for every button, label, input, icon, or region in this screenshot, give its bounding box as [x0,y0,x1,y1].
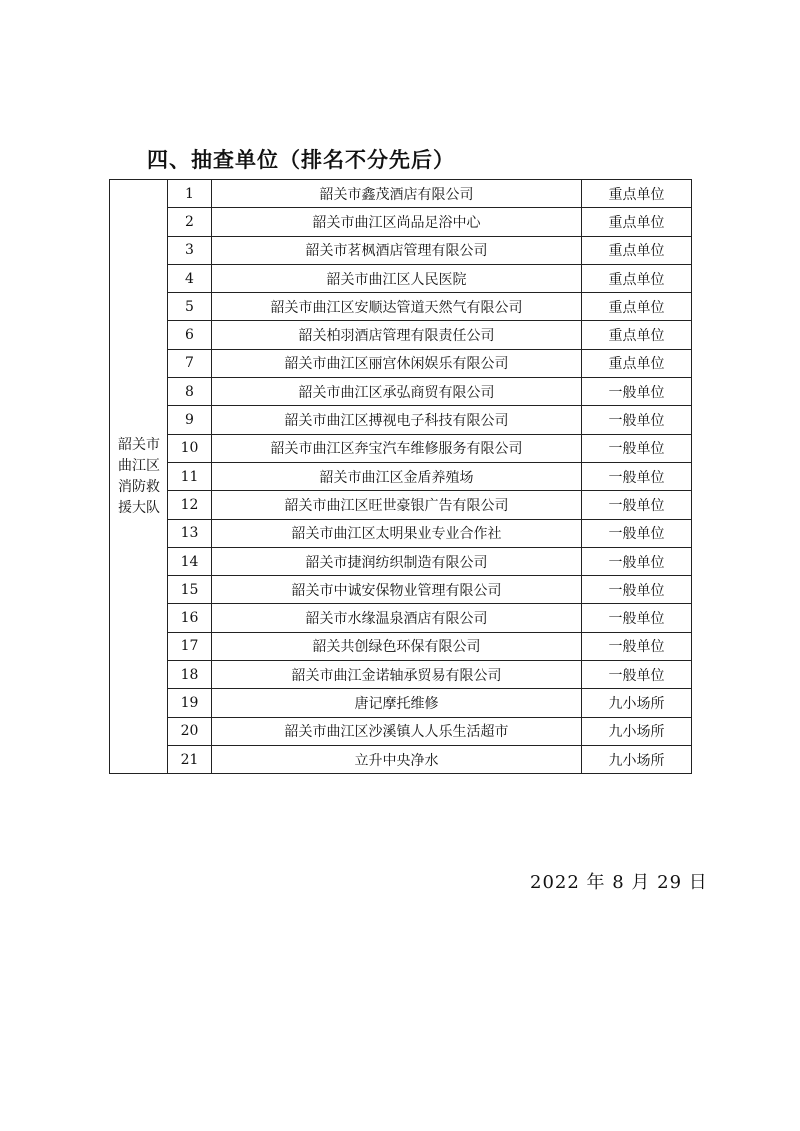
row-number: 8 [168,378,212,406]
unit-type: 一般单位 [582,462,692,490]
unit-name: 韶关市捷润纺织制造有限公司 [212,547,582,575]
table-row [110,236,692,264]
unit-type: 重点单位 [582,293,692,321]
table-row [110,349,692,377]
unit-name: 韶关市曲江区人民医院 [212,264,582,292]
unit-type: 九小场所 [582,717,692,745]
row-number: 18 [168,661,212,689]
unit-type: 九小场所 [582,745,692,773]
row-number: 11 [168,462,212,490]
unit-name: 韶关市鑫茂酒店有限公司 [212,180,582,208]
unit-name: 唐记摩托维修 [212,689,582,717]
unit-name: 韶关柏羽酒店管理有限责任公司 [212,321,582,349]
unit-name: 韶关市曲江区奔宝汽车维修服务有限公司 [212,434,582,462]
unit-name: 韶关市曲江区旺世豪银广告有限公司 [212,491,582,519]
table-row [110,321,692,349]
row-number: 10 [168,434,212,462]
unit-type: 重点单位 [582,236,692,264]
unit-type: 九小场所 [582,689,692,717]
unit-type: 一般单位 [582,378,692,406]
unit-type: 一般单位 [582,547,692,575]
table-row [110,519,692,547]
table-row [110,689,692,717]
unit-type: 一般单位 [582,519,692,547]
row-number: 20 [168,717,212,745]
table-row [110,661,692,689]
unit-type: 重点单位 [582,349,692,377]
table-row [110,462,692,490]
unit-name: 韶关市茗枫酒店管理有限公司 [212,236,582,264]
row-number: 2 [168,208,212,236]
unit-type: 一般单位 [582,661,692,689]
table-row [110,293,692,321]
unit-type: 一般单位 [582,604,692,632]
document-date: 2022 年 8 月 29 日 [530,872,708,893]
row-number: 21 [168,745,212,773]
table-row [110,264,692,292]
unit-name: 韶关市曲江区安顺达管道天然气有限公司 [212,293,582,321]
unit-type: 重点单位 [582,180,692,208]
table-body [110,180,692,774]
row-number: 7 [168,349,212,377]
row-number: 17 [168,632,212,660]
table-row [110,604,692,632]
unit-name: 韶关市曲江区承弘商贸有限公司 [212,378,582,406]
row-number: 19 [168,689,212,717]
table-row [110,208,692,236]
table-row [110,717,692,745]
unit-type: 一般单位 [582,491,692,519]
unit-type: 一般单位 [582,406,692,434]
row-number: 5 [168,293,212,321]
unit-name: 韶关市曲江区尚品足浴中心 [212,208,582,236]
unit-name: 韶关市曲江区沙溪镇人人乐生活超市 [212,717,582,745]
section-heading: 四、抽查单位（排名不分先后） [147,147,455,172]
table-row [110,434,692,462]
row-number: 16 [168,604,212,632]
table-row [110,547,692,575]
unit-name: 立升中央净水 [212,745,582,773]
unit-name: 韶关共创绿色环保有限公司 [212,632,582,660]
row-number: 15 [168,576,212,604]
row-number: 3 [168,236,212,264]
group-cell [110,180,168,774]
table-row [110,378,692,406]
unit-type: 一般单位 [582,434,692,462]
fire-brigade-label: 韶关市曲江区消防救援大队 [118,436,160,516]
unit-name: 韶关市曲江区搏视电子科技有限公司 [212,406,582,434]
unit-name: 韶关市曲江区太明果业专业合作社 [212,519,582,547]
table-row [110,745,692,773]
row-number: 12 [168,491,212,519]
table-row [110,491,692,519]
row-number: 9 [168,406,212,434]
row-number: 1 [168,180,212,208]
unit-name: 韶关市中诚安保物业管理有限公司 [212,576,582,604]
unit-type: 重点单位 [582,321,692,349]
table-row [110,576,692,604]
unit-type: 重点单位 [582,208,692,236]
table-row [110,180,692,208]
unit-type: 一般单位 [582,632,692,660]
row-number: 6 [168,321,212,349]
unit-name: 韶关市曲江金诺轴承贸易有限公司 [212,661,582,689]
unit-name: 韶关市曲江区金盾养殖场 [212,462,582,490]
table-row [110,406,692,434]
table-row [110,632,692,660]
unit-name: 韶关市水缘温泉酒店有限公司 [212,604,582,632]
row-number: 4 [168,264,212,292]
inspection-units-table [109,179,692,774]
unit-type: 一般单位 [582,576,692,604]
unit-name: 韶关市曲江区丽宫休闲娱乐有限公司 [212,349,582,377]
row-number: 13 [168,519,212,547]
row-number: 14 [168,547,212,575]
unit-type: 重点单位 [582,264,692,292]
